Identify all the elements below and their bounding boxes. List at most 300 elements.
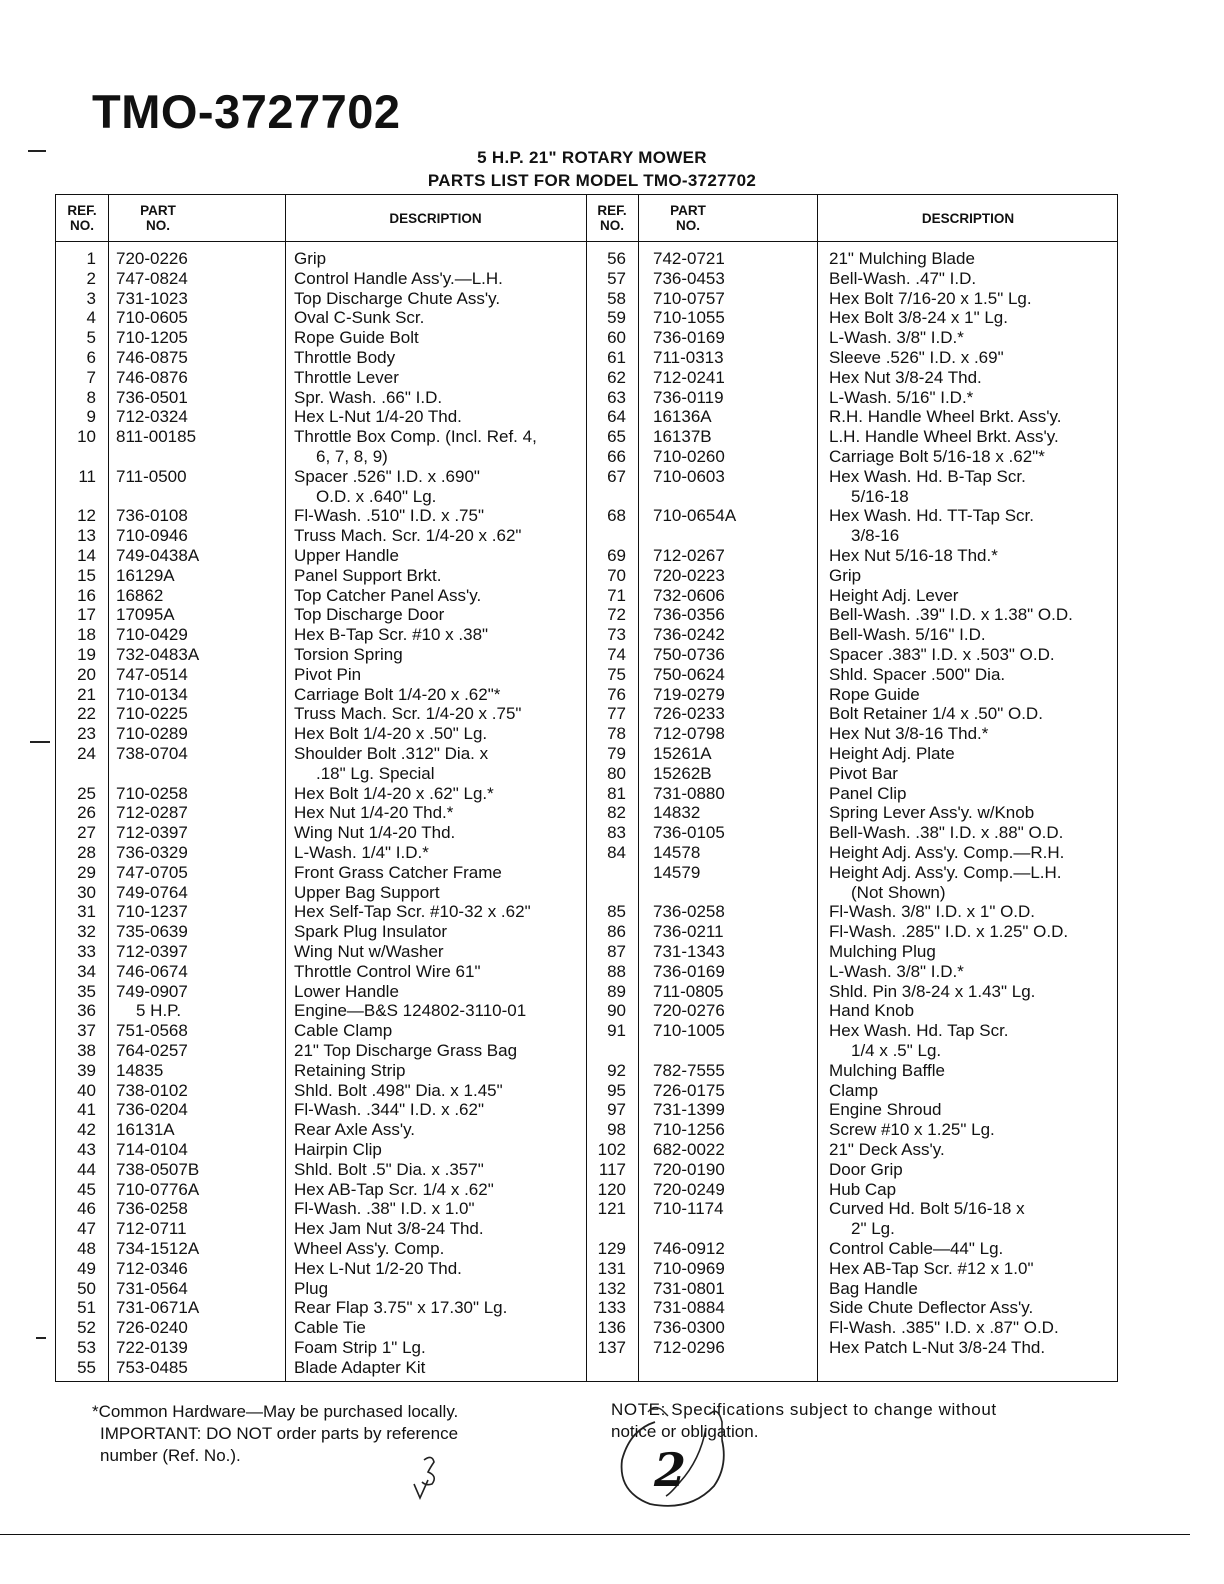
ref-no: 18 xyxy=(77,625,96,645)
part-no: 738-0102 xyxy=(116,1080,188,1100)
ref-no: 72 xyxy=(607,605,626,625)
ref-no: 63 xyxy=(607,387,626,407)
part-no: 734-1512A xyxy=(116,1239,200,1258)
part-no: 751-0568 xyxy=(116,1021,188,1041)
part-description: Bag Handle xyxy=(829,1278,918,1298)
subtitle-line-1: 5 H.P. 21" ROTARY MOWER xyxy=(477,148,707,167)
part-description: 21" Deck Ass'y. xyxy=(829,1140,945,1159)
ref-no: 2 xyxy=(86,268,96,288)
part-description: Rope Guide Bolt xyxy=(294,328,419,348)
part-no: 682-0022 xyxy=(653,1140,725,1159)
ref-no: 92 xyxy=(607,1060,626,1080)
ref-no: 1 xyxy=(86,249,96,268)
part-description: Mulching Baffle xyxy=(829,1060,945,1080)
part-description: 21" Top Discharge Grass Bag xyxy=(294,1041,518,1060)
ref-no: 56 xyxy=(607,249,626,268)
ref-no: 15 xyxy=(77,565,96,585)
part-description: Upper Handle xyxy=(294,546,399,565)
part-no: 712-0711 xyxy=(116,1219,187,1239)
ref-no: 7 xyxy=(86,367,96,387)
ref-no: 69 xyxy=(607,546,626,565)
ref-no: 9 xyxy=(86,407,96,427)
part-description: Hex Nut 1/4-20 Thd.* xyxy=(294,803,454,823)
subtitle-line-2: PARTS LIST FOR MODEL TMO-3727702 xyxy=(427,171,757,190)
ref-no: 39 xyxy=(77,1060,96,1080)
ref-no: 25 xyxy=(77,783,96,803)
part-description: Hex Patch L-Nut 3/8-24 Thd. xyxy=(829,1338,1046,1357)
ref-no: 8 xyxy=(86,387,96,407)
part-description: Rope Guide xyxy=(829,684,920,704)
handwritten-circled-number xyxy=(610,1400,750,1515)
ref-no: 65 xyxy=(607,427,626,447)
part-no: 746-0912 xyxy=(653,1239,725,1258)
ref-no: 19 xyxy=(77,645,96,664)
part-no: 710-1256 xyxy=(653,1120,725,1140)
ref-no: 86 xyxy=(607,922,626,942)
ref-no: 59 xyxy=(607,308,626,328)
part-no: 736-0329 xyxy=(116,843,188,862)
part-no: 736-0105 xyxy=(653,823,725,843)
header-description: DESCRIPTION xyxy=(389,211,482,226)
part-description: Shoulder Bolt .312" Dia. x xyxy=(294,744,489,763)
part-description: Hex Wash. Hd. TT-Tap Scr. xyxy=(829,506,1035,526)
part-no: 712-0267 xyxy=(653,546,725,565)
ref-no: 71 xyxy=(607,585,626,605)
part-no: 15261A xyxy=(653,744,712,763)
part-no: 722-0139 xyxy=(116,1338,188,1357)
ref-no: 23 xyxy=(77,724,96,744)
ref-no: 97 xyxy=(607,1100,626,1120)
part-no: 712-0324 xyxy=(116,407,188,427)
part-no: 750-0736 xyxy=(653,645,725,664)
part-description: Fl-Wash. .285" I.D. x 1.25" O.D. xyxy=(829,922,1069,942)
part-description: Fl-Wash. .38" I.D. x 1.0" xyxy=(294,1199,475,1219)
part-no: 753-0485 xyxy=(116,1357,188,1377)
part-description: Wing Nut w/Washer xyxy=(294,942,444,961)
part-description: Shld. Bolt .5" Dia. x .357" xyxy=(294,1159,484,1179)
part-description: Hex AB-Tap Scr. #12 x 1.0" xyxy=(829,1258,1034,1278)
part-description: Fl-Wash. .344" I.D. x .62" xyxy=(294,1100,484,1120)
col-divider xyxy=(638,195,639,1381)
ref-no: 40 xyxy=(77,1080,96,1100)
part-description: Hex Jam Nut 3/8-24 Thd. xyxy=(294,1219,484,1239)
part-description: 2" Lg. xyxy=(851,1219,895,1239)
part-description: Torsion Spring xyxy=(294,645,403,664)
part-description: Throttle Body xyxy=(294,348,396,367)
part-no: 749-0907 xyxy=(116,981,188,1001)
ref-no: 13 xyxy=(77,526,96,546)
ref-no: 66 xyxy=(607,447,626,466)
ref-no: 34 xyxy=(77,961,96,981)
common-hardware-note: *Common Hardware—May be purchased locally. xyxy=(92,1402,459,1421)
part-no: 736-0300 xyxy=(653,1318,725,1338)
part-description: Carriage Bolt 1/4-20 x .62"* xyxy=(294,684,501,704)
part-description: Carriage Bolt 5/16-18 x .62"* xyxy=(829,447,1045,466)
part-description: Screw #10 x 1.25" Lg. xyxy=(829,1120,995,1140)
part-description: Hub Cap xyxy=(829,1179,897,1199)
part-description: Foam Strip 1" Lg. xyxy=(294,1338,426,1357)
part-no: 16131A xyxy=(116,1120,175,1140)
ref-no: 10 xyxy=(77,427,96,447)
part-no: 711-0805 xyxy=(653,981,724,1001)
part-no: 720-0190 xyxy=(653,1159,725,1179)
ref-no: 47 xyxy=(77,1219,96,1239)
part-no: 726-0233 xyxy=(653,704,725,724)
part-description: Curved Hd. Bolt 5/16-18 x xyxy=(829,1199,1025,1219)
part-description: Spr. Wash. .66" I.D. xyxy=(294,387,443,407)
part-no: 5 H.P. xyxy=(136,1001,182,1021)
ref-no: 132 xyxy=(597,1278,626,1298)
part-no: 731-0671A xyxy=(116,1298,200,1318)
part-no: 14578 xyxy=(653,843,701,862)
part-description: Lower Handle xyxy=(294,981,399,1001)
part-no: 746-0876 xyxy=(116,367,188,387)
important-note-line-1: IMPORTANT: DO NOT order parts by reference xyxy=(100,1424,459,1443)
ref-no: 52 xyxy=(77,1318,96,1338)
ref-no: 120 xyxy=(597,1179,626,1199)
part-no: 712-0241 xyxy=(653,367,725,387)
part-no: 16136A xyxy=(653,407,712,427)
ref-no: 37 xyxy=(77,1021,96,1041)
part-no: 738-0704 xyxy=(116,744,188,763)
part-description: Top Discharge Door xyxy=(294,605,445,625)
part-description: Spark Plug Insulator xyxy=(294,922,448,942)
part-no: 782-7555 xyxy=(653,1060,725,1080)
part-description: Grip xyxy=(294,249,327,268)
ref-no: 11 xyxy=(78,466,96,486)
ref-no: 85 xyxy=(607,902,626,922)
part-no: 736-0204 xyxy=(116,1100,188,1120)
part-no: 17095A xyxy=(116,605,175,625)
part-description: L-Wash. 3/8" I.D.* xyxy=(829,961,964,981)
ref-no: 5 xyxy=(86,328,96,348)
part-description: Panel Clip xyxy=(829,783,907,803)
part-description: Hex Nut 3/8-24 Thd. xyxy=(829,367,982,387)
part-description: 3/8-16 xyxy=(851,526,900,546)
svg-text:2: 2 xyxy=(654,1443,687,1497)
part-description: Hex Nut 3/8-16 Thd.* xyxy=(829,724,989,744)
ref-no: 77 xyxy=(607,704,626,724)
part-no: 732-0483A xyxy=(116,645,200,664)
header-description: DESCRIPTION xyxy=(921,211,1015,226)
part-description: Fl-Wash. 3/8" I.D. x 1" O.D. xyxy=(829,902,1036,922)
part-description: Front Grass Catcher Frame xyxy=(294,862,502,882)
part-description: Bell-Wash. 5/16" I.D. xyxy=(829,625,986,645)
part-no: 736-0119 xyxy=(653,387,724,407)
part-no: 811-00185 xyxy=(116,427,197,447)
ref-no: 38 xyxy=(77,1041,96,1060)
part-description: Truss Mach. Scr. 1/4-20 x .75" xyxy=(294,704,522,724)
part-no: 714-0104 xyxy=(116,1140,188,1159)
parts-table xyxy=(55,194,1118,1382)
part-no: 764-0257 xyxy=(116,1041,188,1060)
part-description: Hex Self-Tap Scr. #10-32 x .62" xyxy=(294,902,531,922)
part-description: L.H. Handle Wheel Brkt. Ass'y. xyxy=(829,427,1059,447)
part-no: 710-0776A xyxy=(116,1179,200,1199)
ref-no: 50 xyxy=(77,1278,96,1298)
ref-no: 57 xyxy=(607,268,626,288)
margin-mark xyxy=(30,741,50,743)
part-description: Engine—B&S 124802-3110-01 xyxy=(294,1001,527,1021)
header-rule xyxy=(56,241,1117,242)
ref-no: 84 xyxy=(607,843,626,862)
ref-no: 24 xyxy=(77,744,96,763)
handwritten-initials xyxy=(404,1450,454,1510)
part-no: 736-0501 xyxy=(116,387,188,407)
ref-no: 79 xyxy=(607,744,626,763)
part-no: 710-0946 xyxy=(116,526,188,546)
part-description: Height Adj. Ass'y. Comp.—L.H. xyxy=(829,862,1062,882)
ref-no: 14 xyxy=(77,546,96,565)
part-no: 710-0654A xyxy=(653,506,737,526)
part-no: 736-0211 xyxy=(653,922,724,942)
ref-no: 33 xyxy=(77,942,96,961)
part-description: Spacer .526" I.D. x .690" xyxy=(294,466,480,486)
part-no: 710-0605 xyxy=(116,308,188,328)
part-description: O.D. x .640" Lg. xyxy=(316,486,437,506)
page-bottom-rule xyxy=(0,1534,1190,1535)
part-description: Height Adj. Lever xyxy=(829,585,959,605)
part-no: 736-0356 xyxy=(653,605,725,625)
part-no: 731-0801 xyxy=(653,1278,725,1298)
part-description: Hand Knob xyxy=(829,1001,915,1021)
part-description: Retaining Strip xyxy=(294,1060,406,1080)
ref-no: 74 xyxy=(607,645,626,664)
part-description: Throttle Control Wire 61" xyxy=(294,961,481,981)
part-description: Top Catcher Panel Ass'y. xyxy=(294,585,482,605)
ref-no: 133 xyxy=(597,1298,626,1318)
part-no: 16129A xyxy=(116,565,175,585)
part-no: 736-0453 xyxy=(653,268,725,288)
part-no: 14835 xyxy=(116,1060,164,1080)
ref-no: 31 xyxy=(77,902,96,922)
part-no: 742-0721 xyxy=(653,249,725,268)
part-description: Shld. Spacer .500" Dia. xyxy=(829,664,1006,684)
part-no: 720-0223 xyxy=(653,565,725,585)
part-description: Blade Adapter Kit xyxy=(294,1357,426,1377)
part-no: 710-0289 xyxy=(116,724,188,744)
part-description: Panel Support Brkt. xyxy=(294,565,442,585)
col-divider xyxy=(817,195,818,1381)
part-no: 738-0507B xyxy=(116,1159,200,1179)
part-no: 731-1023 xyxy=(116,288,188,308)
part-no: 747-0514 xyxy=(116,664,188,684)
header-part-no: PART NO. xyxy=(670,203,706,233)
part-no: 710-0260 xyxy=(653,447,725,466)
ref-no: 62 xyxy=(607,367,626,387)
part-no: 735-0639 xyxy=(116,922,188,942)
part-description: Bolt Retainer 1/4 x .50" O.D. xyxy=(829,704,1043,724)
part-description: 1/4 x .5" Lg. xyxy=(851,1041,942,1060)
ref-no: 91 xyxy=(607,1021,626,1041)
part-description: L-Wash. 3/8" I.D.* xyxy=(829,328,964,348)
ref-no: 30 xyxy=(77,882,96,902)
part-description: Engine Shroud xyxy=(829,1100,942,1120)
part-description: Oval C-Sunk Scr. xyxy=(294,308,425,328)
part-description: Pivot Pin xyxy=(294,664,362,684)
part-description: Side Chute Deflector Ass'y. xyxy=(829,1298,1034,1318)
col-divider xyxy=(108,195,109,1381)
ref-no: 68 xyxy=(607,506,626,526)
part-description: Hex AB-Tap Scr. 1/4 x .62" xyxy=(294,1179,494,1199)
part-no: 712-0287 xyxy=(116,803,188,823)
ref-no: 78 xyxy=(607,724,626,744)
ref-no: 87 xyxy=(607,942,626,961)
ref-no: 98 xyxy=(607,1120,626,1140)
ref-no: 43 xyxy=(77,1140,96,1159)
part-description: Pivot Bar xyxy=(829,763,898,783)
ref-no: 53 xyxy=(77,1338,96,1357)
part-no: 711-0313 xyxy=(653,348,724,367)
ref-no: 27 xyxy=(77,823,96,843)
part-description: Upper Bag Support xyxy=(294,882,440,902)
spec-note-line-2: notice or obligation. xyxy=(611,1422,759,1441)
part-no: 749-0764 xyxy=(116,882,188,902)
part-no: 710-0429 xyxy=(116,625,188,645)
ref-no: 90 xyxy=(607,1001,626,1021)
ref-no: 29 xyxy=(77,862,96,882)
ref-no: 81 xyxy=(607,783,626,803)
part-no: 710-1237 xyxy=(116,902,188,922)
header-ref-no: REF. NO. xyxy=(597,203,627,233)
ref-no: 117 xyxy=(598,1159,626,1179)
part-no: 710-0969 xyxy=(653,1258,725,1278)
ref-no: 83 xyxy=(607,823,626,843)
part-no: 736-0169 xyxy=(653,961,725,981)
part-no: 710-1005 xyxy=(653,1021,725,1041)
ref-no: 89 xyxy=(607,981,626,1001)
ref-no: 82 xyxy=(607,803,626,823)
part-no: 731-1399 xyxy=(653,1100,725,1120)
part-description: Bell-Wash. .39" I.D. x 1.38" O.D. xyxy=(829,605,1073,625)
part-no: 710-0258 xyxy=(116,783,188,803)
part-no: 746-0875 xyxy=(116,348,188,367)
part-description: Clamp xyxy=(829,1080,879,1100)
ref-no: 6 xyxy=(86,348,96,367)
part-description: 6, 7, 8, 9) xyxy=(316,447,388,466)
part-description: Mulching Plug xyxy=(829,942,936,961)
part-no: 720-0249 xyxy=(653,1179,725,1199)
ref-no: 45 xyxy=(77,1179,96,1199)
part-no: 746-0674 xyxy=(116,961,188,981)
part-no: 710-0603 xyxy=(653,466,725,486)
ref-no: 12 xyxy=(77,506,96,526)
part-description: 21" Mulching Blade xyxy=(829,249,975,268)
ref-no: 36 xyxy=(77,1001,96,1021)
part-description: .18" Lg. Special xyxy=(316,763,435,783)
ref-no: 48 xyxy=(77,1239,96,1258)
margin-mark xyxy=(36,1337,46,1339)
part-no: 712-0346 xyxy=(116,1258,188,1278)
ref-no: 3 xyxy=(86,288,96,308)
part-description: Wheel Ass'y. Comp. xyxy=(294,1239,445,1258)
ref-no: 26 xyxy=(77,803,96,823)
part-description: Spring Lever Ass'y. w/Knob xyxy=(829,803,1035,823)
part-description: (Not Shown) xyxy=(851,882,946,902)
ref-no: 4 xyxy=(86,308,96,328)
part-description: 5/16-18 xyxy=(851,486,909,506)
ref-no: 22 xyxy=(77,704,96,724)
part-no: 731-0880 xyxy=(653,783,725,803)
part-no: 736-0242 xyxy=(653,625,725,645)
ref-no: 129 xyxy=(597,1239,626,1258)
part-description: Control Handle Ass'y.—L.H. xyxy=(294,268,503,288)
ref-no: 67 xyxy=(607,466,626,486)
spec-note-line-1: NOTE: Specifications subject to change without xyxy=(611,1400,997,1419)
part-description: Hex L-Nut 1/4-20 Thd. xyxy=(294,407,462,427)
ref-no: 16 xyxy=(77,585,96,605)
part-description: Shld. Pin 3/8-24 x 1.43" Lg. xyxy=(829,981,1036,1001)
part-description: Plug xyxy=(294,1278,329,1298)
ref-no: 137 xyxy=(597,1338,626,1357)
part-no: 14832 xyxy=(653,803,701,823)
part-no: 749-0438A xyxy=(116,546,200,565)
part-no: 712-0296 xyxy=(653,1338,725,1357)
part-no: 710-1205 xyxy=(116,328,188,348)
ref-no: 35 xyxy=(77,981,96,1001)
ref-no: 42 xyxy=(77,1120,96,1140)
part-description: R.H. Handle Wheel Brkt. Ass'y. xyxy=(829,407,1062,427)
part-no: 14579 xyxy=(653,862,701,882)
ref-no: 64 xyxy=(607,407,626,427)
part-description: Throttle Lever xyxy=(294,367,399,387)
part-description: Hex Wash. Hd. B-Tap Scr. xyxy=(829,466,1026,486)
ref-no: 17 xyxy=(77,605,96,625)
part-description: Rear Axle Ass'y. xyxy=(294,1120,416,1140)
ref-no: 73 xyxy=(607,625,626,645)
part-description: Door Grip xyxy=(829,1159,903,1179)
part-description: Bell-Wash. .47" I.D. xyxy=(829,268,977,288)
part-no: 736-0258 xyxy=(116,1199,188,1219)
part-description: Hairpin Clip xyxy=(294,1140,382,1159)
ref-no: 44 xyxy=(77,1159,96,1179)
ref-no: 21 xyxy=(77,684,96,704)
part-description: Height Adj. Ass'y. Comp.—R.H. xyxy=(829,843,1065,862)
ref-no: 136 xyxy=(597,1318,626,1338)
ref-no: 49 xyxy=(77,1258,96,1278)
ref-no: 70 xyxy=(607,565,626,585)
header-ref-no: REF. NO. xyxy=(67,203,97,233)
part-no: 720-0226 xyxy=(116,249,188,268)
part-no: 731-1343 xyxy=(653,942,725,961)
part-no: 747-0824 xyxy=(116,268,188,288)
part-no: 720-0276 xyxy=(653,1001,725,1021)
ref-no: 41 xyxy=(77,1100,96,1120)
part-no: 15262B xyxy=(653,763,712,783)
part-no: 726-0240 xyxy=(116,1318,188,1338)
part-description: Hex L-Nut 1/2-20 Thd. xyxy=(294,1258,462,1278)
part-no: 712-0798 xyxy=(653,724,725,744)
part-description: Hex Wash. Hd. Tap Scr. xyxy=(829,1021,1009,1041)
part-no: 710-1055 xyxy=(653,308,725,328)
part-description: Hex Bolt 1/4-20 x .62" Lg.* xyxy=(294,783,494,803)
part-no: 710-0757 xyxy=(653,288,725,308)
part-description: L-Wash. 1/4" I.D.* xyxy=(294,843,429,862)
ref-no: 76 xyxy=(607,684,626,704)
part-no: 710-0225 xyxy=(116,704,188,724)
part-description: Cable Tie xyxy=(294,1318,366,1338)
ref-no: 28 xyxy=(77,843,96,862)
part-description: Height Adj. Plate xyxy=(829,744,955,763)
part-description: Shld. Bolt .498" Dia. x 1.45" xyxy=(294,1080,503,1100)
part-no: 731-0884 xyxy=(653,1298,725,1318)
ref-no: 102 xyxy=(597,1140,626,1159)
part-no: 710-0134 xyxy=(116,684,188,704)
part-no: 710-1174 xyxy=(653,1199,724,1219)
part-no: 750-0624 xyxy=(653,664,725,684)
part-description: Fl-Wash. .510" I.D. x .75" xyxy=(294,506,484,526)
part-no: 719-0279 xyxy=(653,684,725,704)
